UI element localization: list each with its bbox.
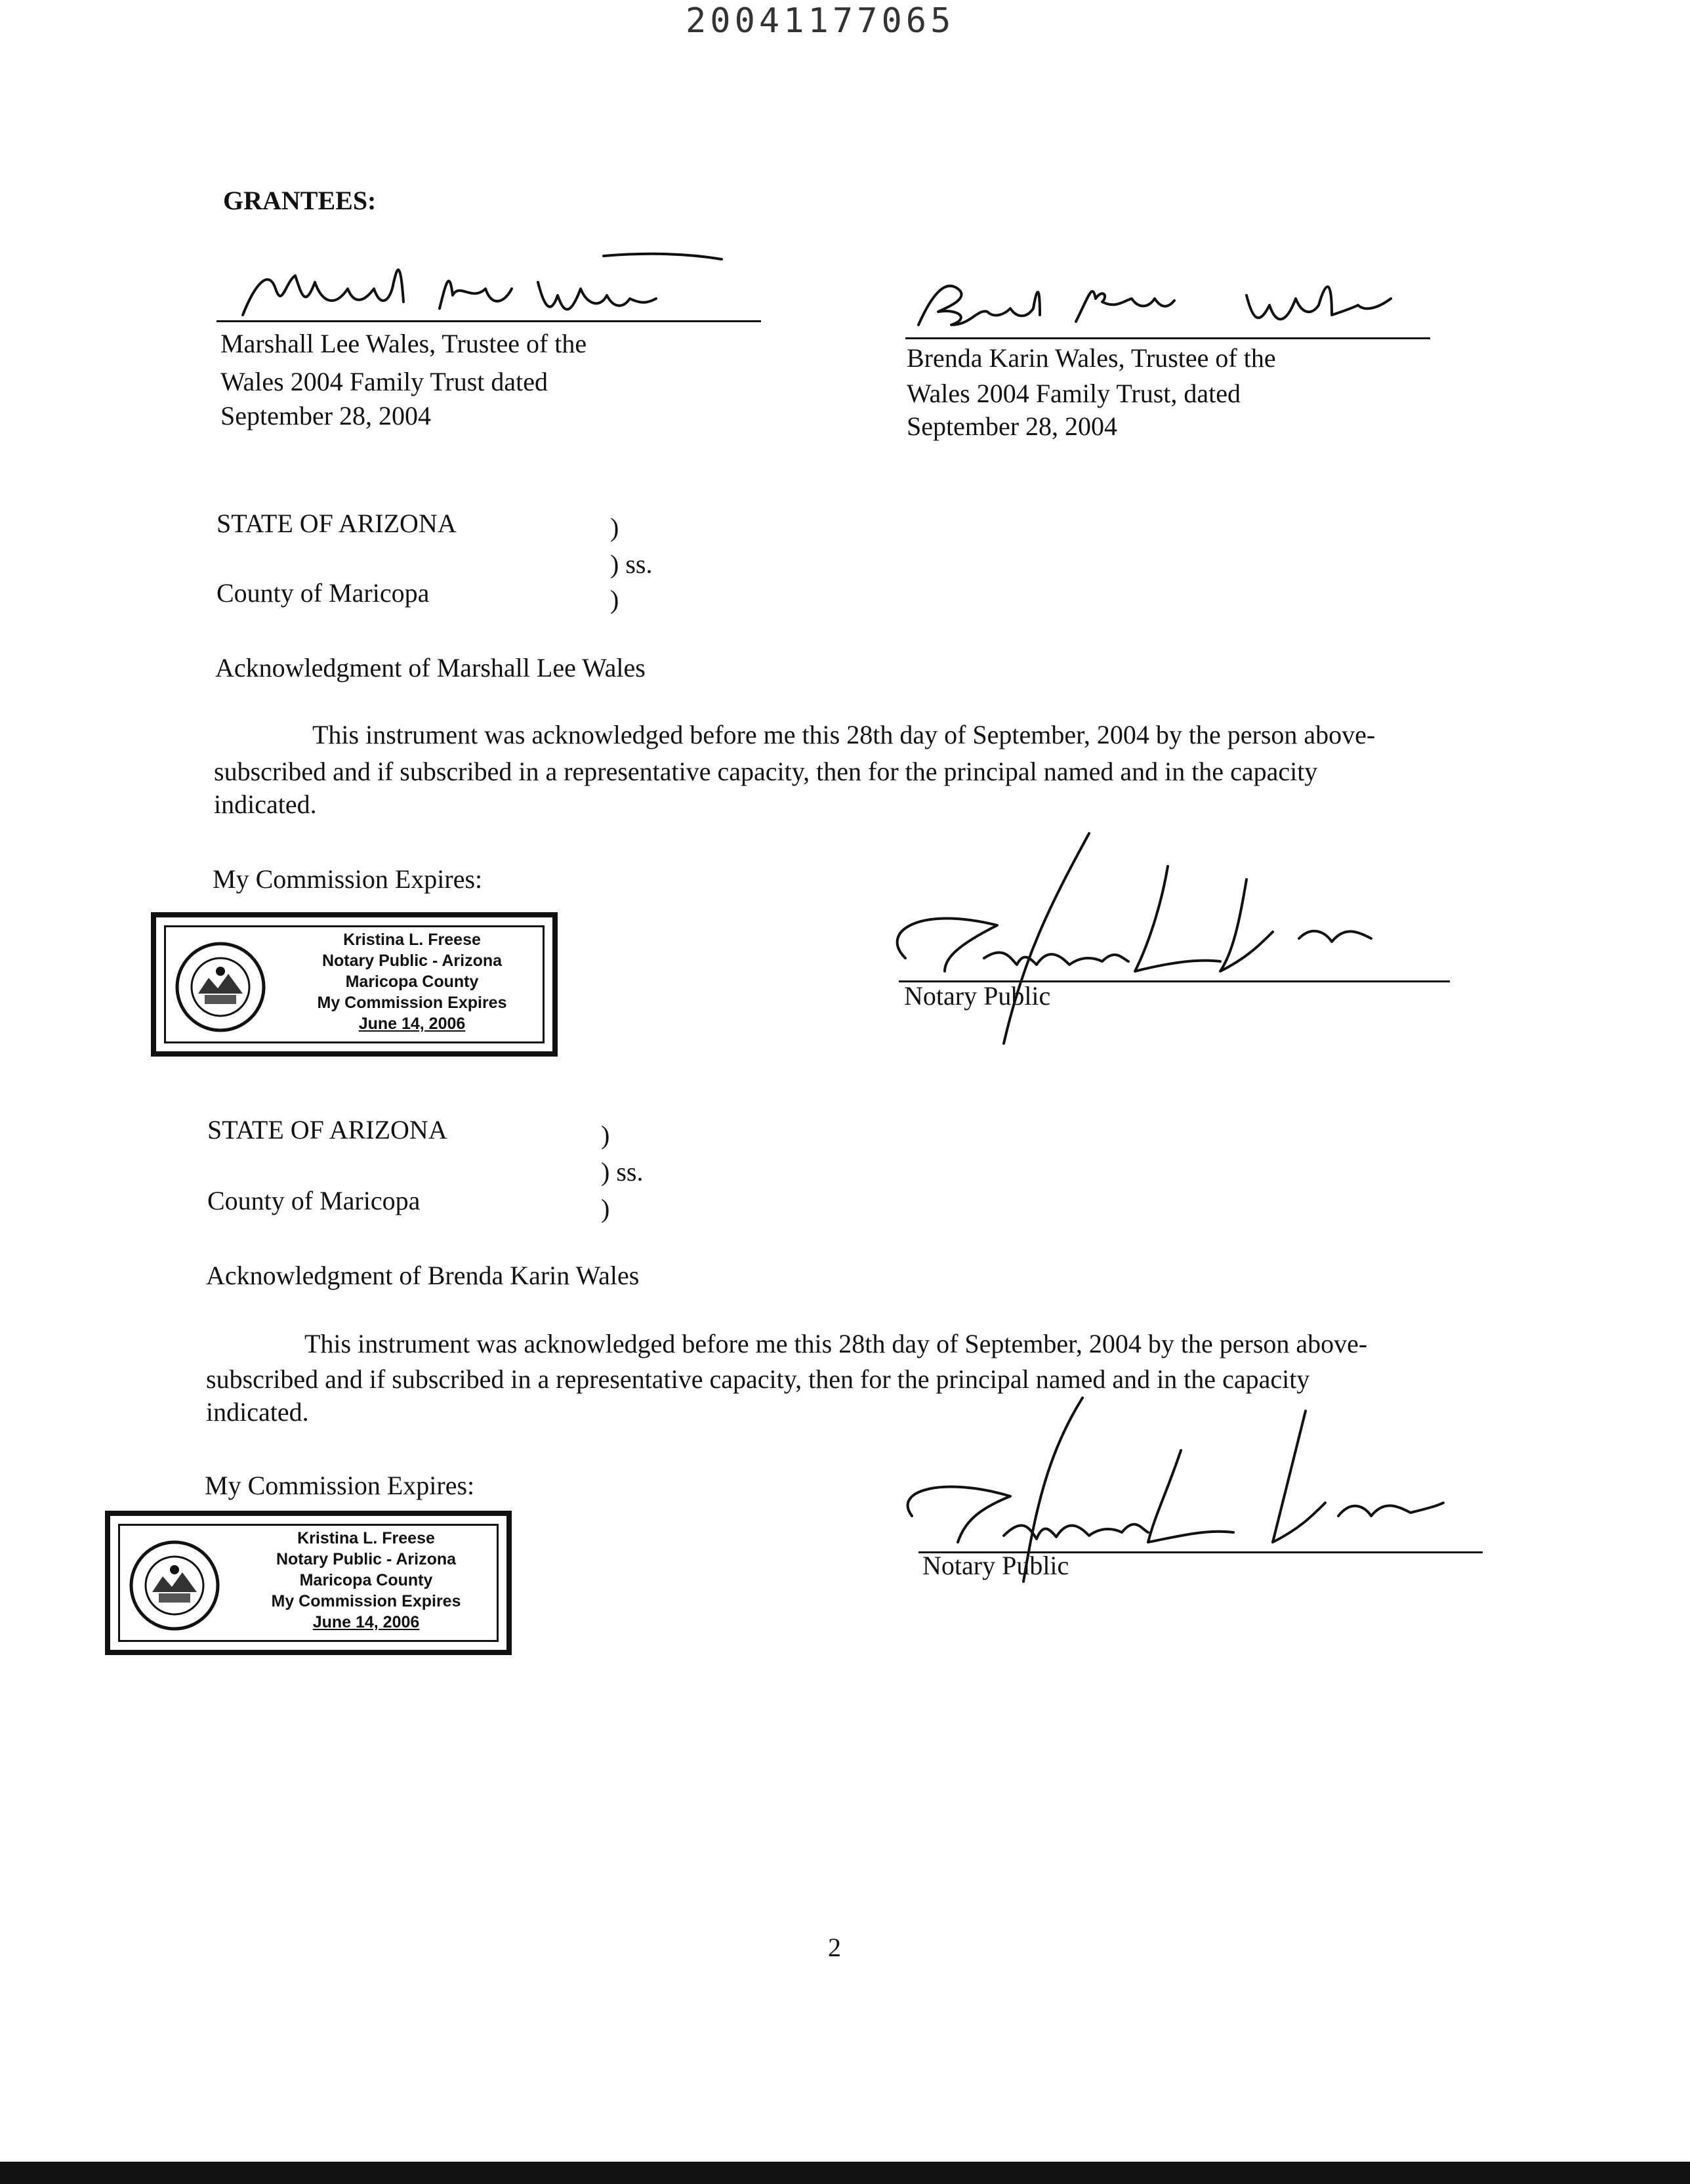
ack1-title: Acknowledgment of Marshall Lee Wales	[215, 653, 646, 682]
ack2-body-line-3: indicated.	[206, 1397, 309, 1427]
stamp-text	[235, 1528, 497, 1633]
ack2-body-line-1: This instrument was acknowledged before me this 28th day of September, 2004 by the person above-	[304, 1329, 1368, 1358]
notary-public-label-2: Notary Public	[922, 1551, 1069, 1580]
arizona-seal-icon	[175, 941, 266, 1033]
grantee1-line-1: Marshall Lee Wales, Trustee of the	[220, 329, 587, 358]
stamp-expires: June 14, 2006	[312, 1613, 420, 1631]
grantee2-signature-line	[905, 337, 1430, 339]
grantee2-line-2: Wales 2004 Family Trust, dated	[907, 379, 1241, 408]
ack2-ss: ) ss.	[601, 1157, 644, 1186]
grantee1-signature	[223, 243, 761, 328]
grantee2-line-1: Brenda Karin Wales, Trustee of the	[907, 343, 1276, 373]
stamp-commission: My Commission Expires	[317, 994, 507, 1012]
notary-stamp-1	[151, 912, 558, 1057]
page-number: 2	[828, 1933, 841, 1962]
recording-number: 20041177065	[686, 1, 955, 41]
ack2-county: County of Maricopa	[207, 1186, 421, 1215]
stamp-title: Notary Public - Arizona	[276, 1550, 457, 1568]
ack1-county: County of Maricopa	[216, 578, 430, 608]
ack1-body-line-1: This instrument was acknowledged before me this 28th day of September, 2004 by the person above-	[312, 720, 1376, 749]
notary-stamp-2	[105, 1511, 512, 1655]
stamp-title: Notary Public - Arizona	[321, 952, 503, 970]
grantee2-line-3: September 28, 2004	[907, 411, 1118, 441]
ack1-body-line-3: indicated.	[214, 789, 317, 819]
stamp-name: Kristina L. Freese	[343, 931, 481, 949]
arizona-seal-icon	[129, 1540, 220, 1631]
stamp-county: Maricopa County	[299, 1571, 433, 1589]
grantees-heading: GRANTEES:	[223, 186, 377, 215]
notary-signature-1	[853, 827, 1443, 1050]
ack2-state: STATE OF ARIZONA	[207, 1115, 447, 1144]
ack2-commission-label: My Commission Expires:	[205, 1471, 475, 1500]
stamp-county: Maricopa County	[345, 973, 479, 991]
stamp-text	[281, 929, 543, 1034]
ack1-body-line-2: subscribed and if subscribed in a representative capacity, then for the principal named and in the capacity	[214, 757, 1318, 786]
grantee1-line-2: Wales 2004 Family Trust dated	[220, 367, 548, 396]
ack2-body-line-2: subscribed and if subscribed in a representative capacity, then for the principal named and in the capacity	[206, 1364, 1310, 1394]
ack2-paren-2: )	[601, 1194, 610, 1223]
ack1-ss: ) ss.	[610, 549, 653, 579]
ack1-paren-2: )	[610, 585, 619, 614]
grantee1-signature-line	[216, 320, 761, 322]
stamp-expires: June 14, 2006	[358, 1015, 466, 1033]
notary-public-label-1: Notary Public	[904, 981, 1051, 1011]
ack2-title: Acknowledgment of Brenda Karin Wales	[206, 1261, 640, 1290]
ack1-commission-label: My Commission Expires:	[213, 864, 483, 894]
grantee2-signature	[905, 262, 1443, 335]
ack2-paren-1: )	[601, 1120, 610, 1150]
scan-edge-bar	[0, 2162, 1690, 2184]
grantee1-line-3: September 28, 2004	[220, 401, 432, 430]
stamp-commission: My Commission Expires	[271, 1592, 461, 1610]
stamp-name: Kristina L. Freese	[297, 1529, 435, 1547]
ack1-paren-1: )	[610, 513, 619, 542]
ack1-state: STATE OF ARIZONA	[216, 509, 457, 538]
